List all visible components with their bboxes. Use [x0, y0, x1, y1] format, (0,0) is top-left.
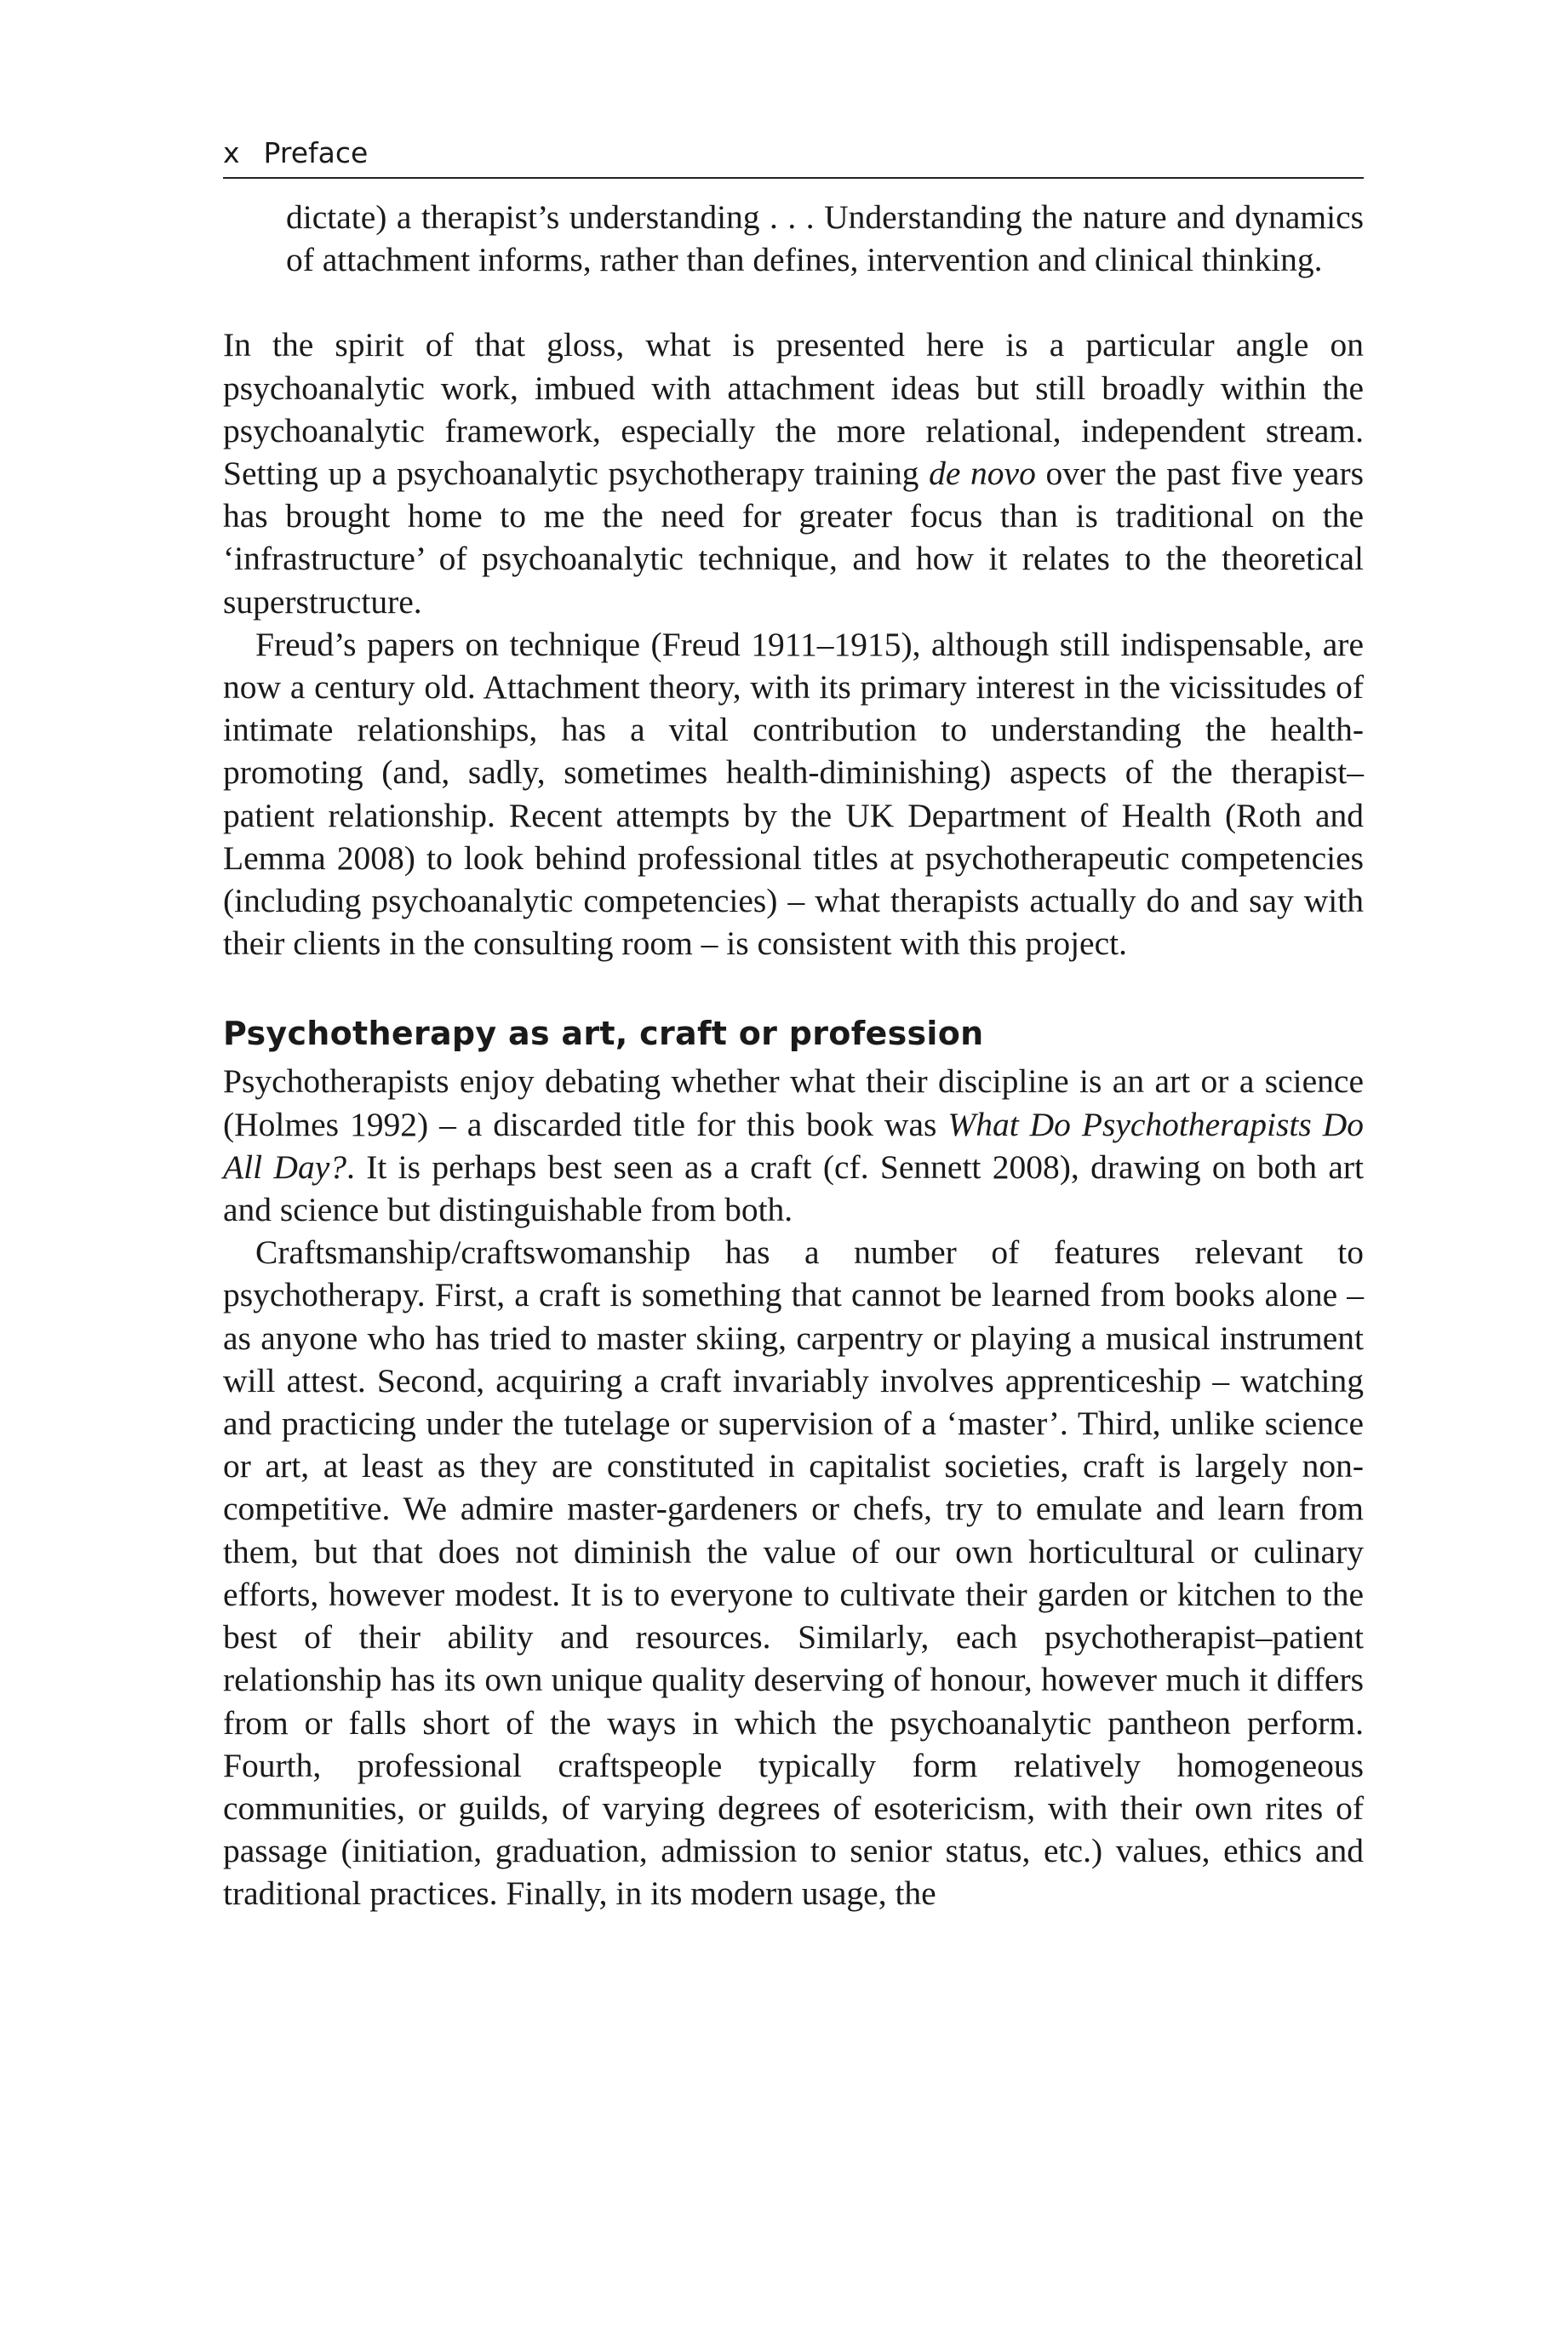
running-head-title: Preface	[263, 136, 369, 169]
paragraph-gloss	[223, 323, 1364, 622]
page-body	[223, 196, 1364, 1915]
paragraph-craftsmanship: Craftsmanship/craftswomanship has a number of features relevant to psychotherapy. First, a craft is something that cannot be learned from books alone – as anyone who has tried to master skiing, carpentry or playing a musical instrument will attest. Second, acquiring a craft invariably involves apprenticeship – watching and practicing under the tutelage or supervision of a ‘master’. Third, unlike science or art, at least as they are constituted in capitalist societies, craft is largely non-competitive. We admire master-gardeners or chefs, try to emulate and learn from them, but that does not diminish the value of our own horticultural or culinary efforts, however modest. It is to everyone to cultivate their garden or kitchen to the best of their ability and resources. Similarly, each psychotherapist–patient relationship has its own unique quality deserving of honour, however much it differs from or falls short of the ways in which the psychoanalytic pantheon perform. Fourth, professional craftspeople typically form relatively homogeneous communities, or guilds, of varying degrees of esotericism, with their own rites of passage (initiation, graduation, admission to senior status, etc.) values, ethics and traditional practices. Finally, in its modern usage, the	[223, 1233, 1364, 1913]
paragraph-freud: Freud’s papers on technique (Freud 1911–1915), although still indispensable, are now a century old. Attachment theory, with its primary interest in the vicissitudes of intimate relationships, has a vital contribution to understanding the health-promoting (and, sadly, sometimes health-diminishing) aspects of the therapist–patient relationship. Recent attempts by the UK Department of Health (Roth and Lemma 2008) to look behind professional titles at psychotherapeutic competencies (including psychoanalytic competencies) – what therapists actually do and say with their clients in the consulting room – is consistent with this project.	[223, 625, 1364, 963]
paragraph-art-italic: What Do Psychotherapists Do All Day?	[223, 1105, 1364, 1186]
paragraph-gloss-italic: de novo	[929, 455, 1036, 493]
running-head	[223, 128, 1364, 179]
paragraph-gloss-text-1: In the spirit of that gloss, what is presented here is a particular angle on psychoanalytic work, imbued with attachment ideas but still broadly within the psychoanalytic framework, especially the more relational, independent stream. Setting up a psychoanalytic psychotherapy training	[223, 326, 1364, 493]
section-heading: Psychotherapy as art, craft or profession	[223, 1015, 984, 1053]
paragraph-art-or-science	[223, 1060, 1364, 1231]
page-number: x	[223, 136, 240, 169]
paragraph-art-text-2: . It is perhaps best seen as a craft (cf. Sennett 2008), drawing on both art and science but distinguishable from both.	[223, 1147, 1364, 1229]
paragraph-gloss-text-2: over the past five years has brought home to me the need for greater focus than is traditional on the ‘infrastructure’ of psychoanalytic technique, and how it relates to the theoretical superstructure.	[223, 455, 1364, 621]
block-quote: dictate) a therapist’s understanding . . . Understanding the nature and dynamics of attachment informs, rather than defines, intervention and clinical thinking.	[286, 198, 1364, 279]
paragraph-art-text-1: Psychotherapists enjoy debating whether what their discipline is an art or a science (Holmes 1992) – a discarded title for this book was	[223, 1062, 1364, 1143]
book-page	[223, 128, 1364, 1915]
